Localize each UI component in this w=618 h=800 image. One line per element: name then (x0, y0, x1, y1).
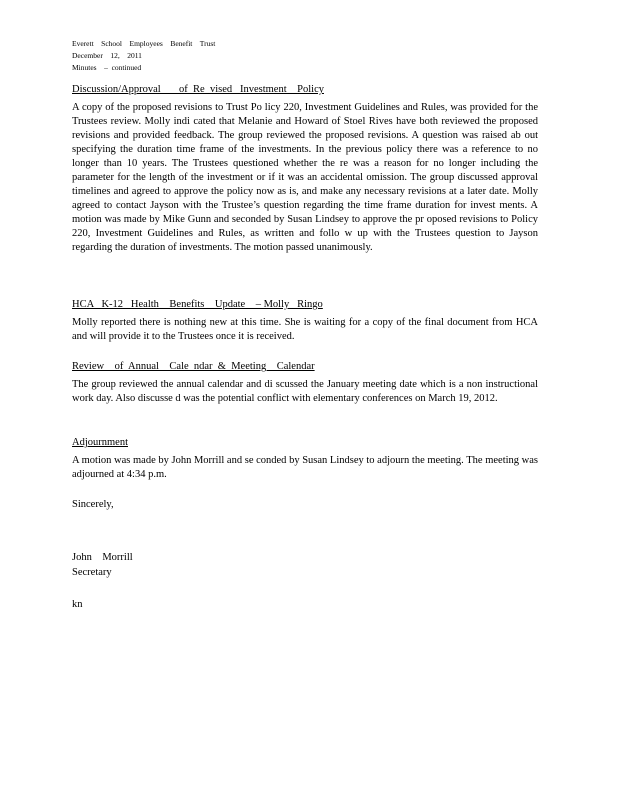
section-title-adjournment: Adjournment (72, 437, 128, 448)
document-header (72, 38, 215, 74)
closing-salutation: Sincerely, (72, 499, 114, 510)
signer-role: Secretary (72, 567, 112, 578)
signer-name: John Morrill (72, 552, 133, 563)
header-organization: Everett School Employees Benefit Trust (72, 39, 216, 48)
section-body-adjournment: A motion was made by John Morrill and se conded by Susan Lindsey to adjourn the meeting. The meeting was adjourned at 4:34 p.m. (72, 455, 538, 480)
typist-initials: kn (72, 599, 83, 610)
section-title-calendar-review: Review of Annual Cale ndar & Meeting Calendar (72, 361, 315, 372)
section-body-hca-update: Molly reported there is nothing new at this time. She is waiting for a copy of the final document from HCA and will provide it to the Trustees once it is received. (72, 317, 538, 342)
section-body-calendar-review: The group reviewed the annual calendar and di scussed the January meeting date which is a non instructional work day. Also discusse d was the potential conflict with elementary conferences on March 19, 2012. (72, 379, 538, 404)
header-date: December 12, 2011 (72, 51, 142, 60)
section-title-investment-policy: Discussion/Approval of Re vised Investment Policy (72, 84, 324, 95)
section-body-investment-policy: A copy of the proposed revisions to Trust Po licy 220, Investment Guidelines and Rules, was provided for the Trustees review. Molly indi cated that Melanie and Howard of Stoel Rives have both reviewed the proposed revisions and provided feedback. The group reviewed the proposed revisions. A question was raised ab out specifying the duration time frame of the investments. In the previous policy there was a reference to no longer than 10 years. The Trustees questioned whether the re was a reason for no longer including the parameter for the length of the investment or if it was an accidental omission. The group discussed approval timelines and agreed to approve the policy now as is, and make any necessary revisions at a later date. Molly agreed to contact Jayson with the Trustee’s question regarding the time frame duration for invest ments. A motion was made by Mike Gunn and seconded by Susan Lindsey to approve the pr oposed revisions to Policy 220, Investment Guidelines and Rules, as written and follo w up with the Trustees question to Jayson regarding the duration of investments. The motion passed unanimously. (72, 102, 538, 253)
section-title-hca-update: HCA K-12 Health Benefits Update – Molly Ringo (72, 299, 323, 310)
header-subtitle: Minutes – continued (72, 63, 142, 72)
